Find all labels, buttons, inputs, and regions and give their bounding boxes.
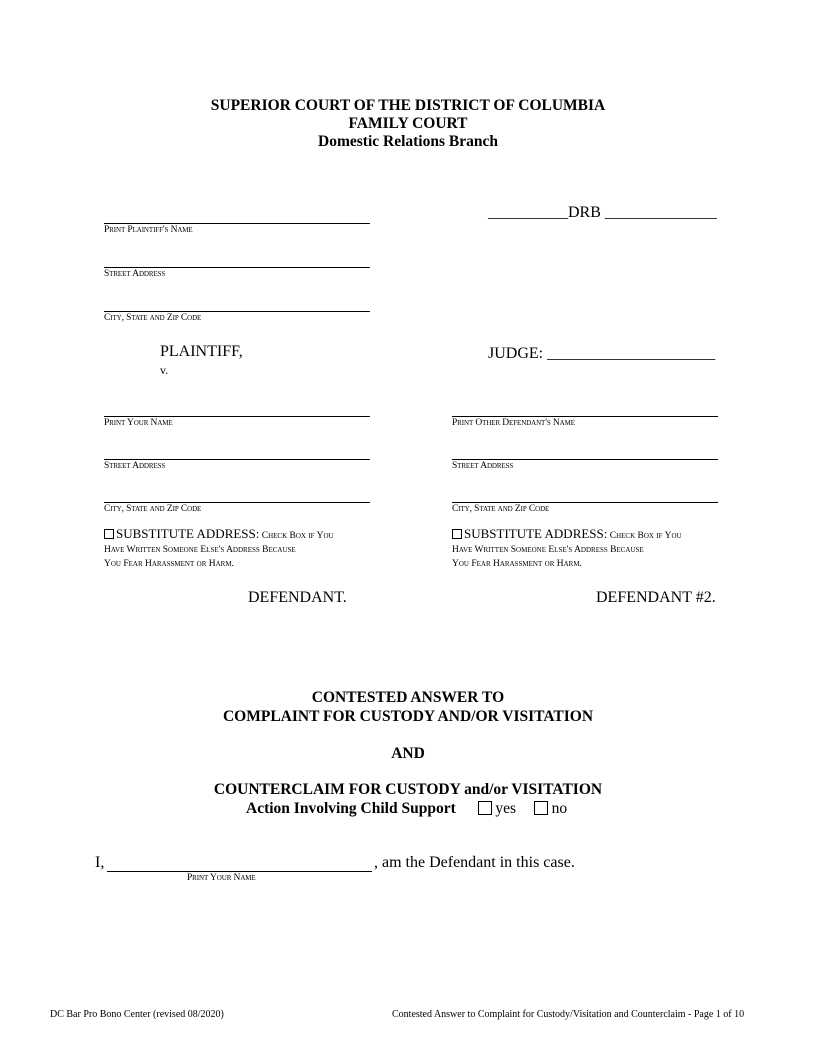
defendant2-substitute-text-1: Check Box if You: [609, 531, 682, 541]
defendant-city-label: City, State and Zip Code: [104, 504, 202, 514]
defendant-role: DEFENDANT.: [248, 589, 347, 606]
plaintiff-role: PLAINTIFF,: [160, 343, 243, 360]
defendant2-street-line[interactable]: [452, 459, 718, 460]
document-title-line3: COUNTERCLAIM FOR CUSTODY and/or VISITATION: [213, 781, 603, 798]
defendant-substitute-lead: SUBSTITUTE ADDRESS:: [116, 526, 260, 541]
plaintiff-name-line[interactable]: [104, 223, 370, 224]
defendant2-name-label: Print Other Defendant's Name: [452, 418, 575, 428]
defendant2-name-line[interactable]: [452, 416, 718, 417]
footer-right: Contested Answer to Complaint for Custody/Visitation and Counterclaim - Page 1 of 10: [392, 1009, 745, 1020]
plaintiff-city-label: City, State and Zip Code: [104, 313, 202, 323]
case-number-field[interactable]: __________DRB ______________: [488, 204, 717, 221]
defendant-substitute-address: [104, 527, 384, 571]
defendant2-substitute-lead: SUBSTITUTE ADDRESS:: [464, 526, 608, 541]
defendant-substitute-checkbox[interactable]: [104, 529, 114, 539]
child-support-no-label: no: [551, 800, 568, 817]
child-support-no-checkbox[interactable]: [534, 801, 548, 815]
defendant-substitute-text-2: Have Written Someone Else's Address Because: [104, 545, 296, 555]
statement-suffix: , am the Defendant in this case.: [374, 854, 575, 871]
court-name: SUPERIOR COURT OF THE DISTRICT OF COLUMBIA: [210, 97, 606, 114]
defendant2-substitute-text-3: You Fear Harassment or Harm.: [452, 559, 582, 569]
defendant-name-label: Print Your Name: [104, 418, 173, 428]
document-title-line2: COMPLAINT FOR CUSTODY AND/OR VISITATION: [222, 708, 594, 725]
court-branch: Domestic Relations Branch: [318, 133, 498, 150]
court-division: FAMILY COURT: [348, 115, 468, 132]
defendant-street-line[interactable]: [104, 459, 370, 460]
judge-field[interactable]: JUDGE: _____________________: [488, 345, 716, 362]
plaintiff-street-line[interactable]: [104, 267, 370, 268]
defendant-name-line[interactable]: [104, 416, 370, 417]
child-support-yes-checkbox[interactable]: [478, 801, 492, 815]
defendant-substitute-text-1: Check Box if You: [261, 531, 334, 541]
statement-prefix: I,: [95, 854, 105, 871]
defendant2-street-label: Street Address: [452, 461, 514, 471]
defendant2-city-label: City, State and Zip Code: [452, 504, 550, 514]
defendant2-city-line[interactable]: [452, 502, 718, 503]
defendant-substitute-text-3: You Fear Harassment or Harm.: [104, 559, 234, 569]
defendant-street-label: Street Address: [104, 461, 166, 471]
document-title-line1: CONTESTED ANSWER TO: [311, 689, 505, 706]
statement-name-label: Print Your Name: [187, 873, 256, 883]
child-support-yes-label: yes: [495, 800, 517, 817]
versus: v.: [160, 363, 169, 377]
child-support-row: [246, 799, 567, 818]
defendant-city-line[interactable]: [104, 502, 370, 503]
defendant2-role: DEFENDANT #2.: [596, 589, 716, 606]
plaintiff-street-label: Street Address: [104, 269, 166, 279]
defendant2-substitute-checkbox[interactable]: [452, 529, 462, 539]
footer-left: DC Bar Pro Bono Center (revised 08/2020): [50, 1009, 224, 1020]
child-support-label: Action Involving Child Support: [246, 800, 456, 817]
plaintiff-name-label: Print Plaintiff's Name: [104, 225, 193, 235]
defendant2-substitute-text-2: Have Written Someone Else's Address Because: [452, 545, 644, 555]
document-title-and: AND: [391, 745, 425, 762]
statement-name-line[interactable]: [107, 871, 372, 872]
defendant2-substitute-address: [452, 527, 742, 571]
plaintiff-city-line[interactable]: [104, 311, 370, 312]
